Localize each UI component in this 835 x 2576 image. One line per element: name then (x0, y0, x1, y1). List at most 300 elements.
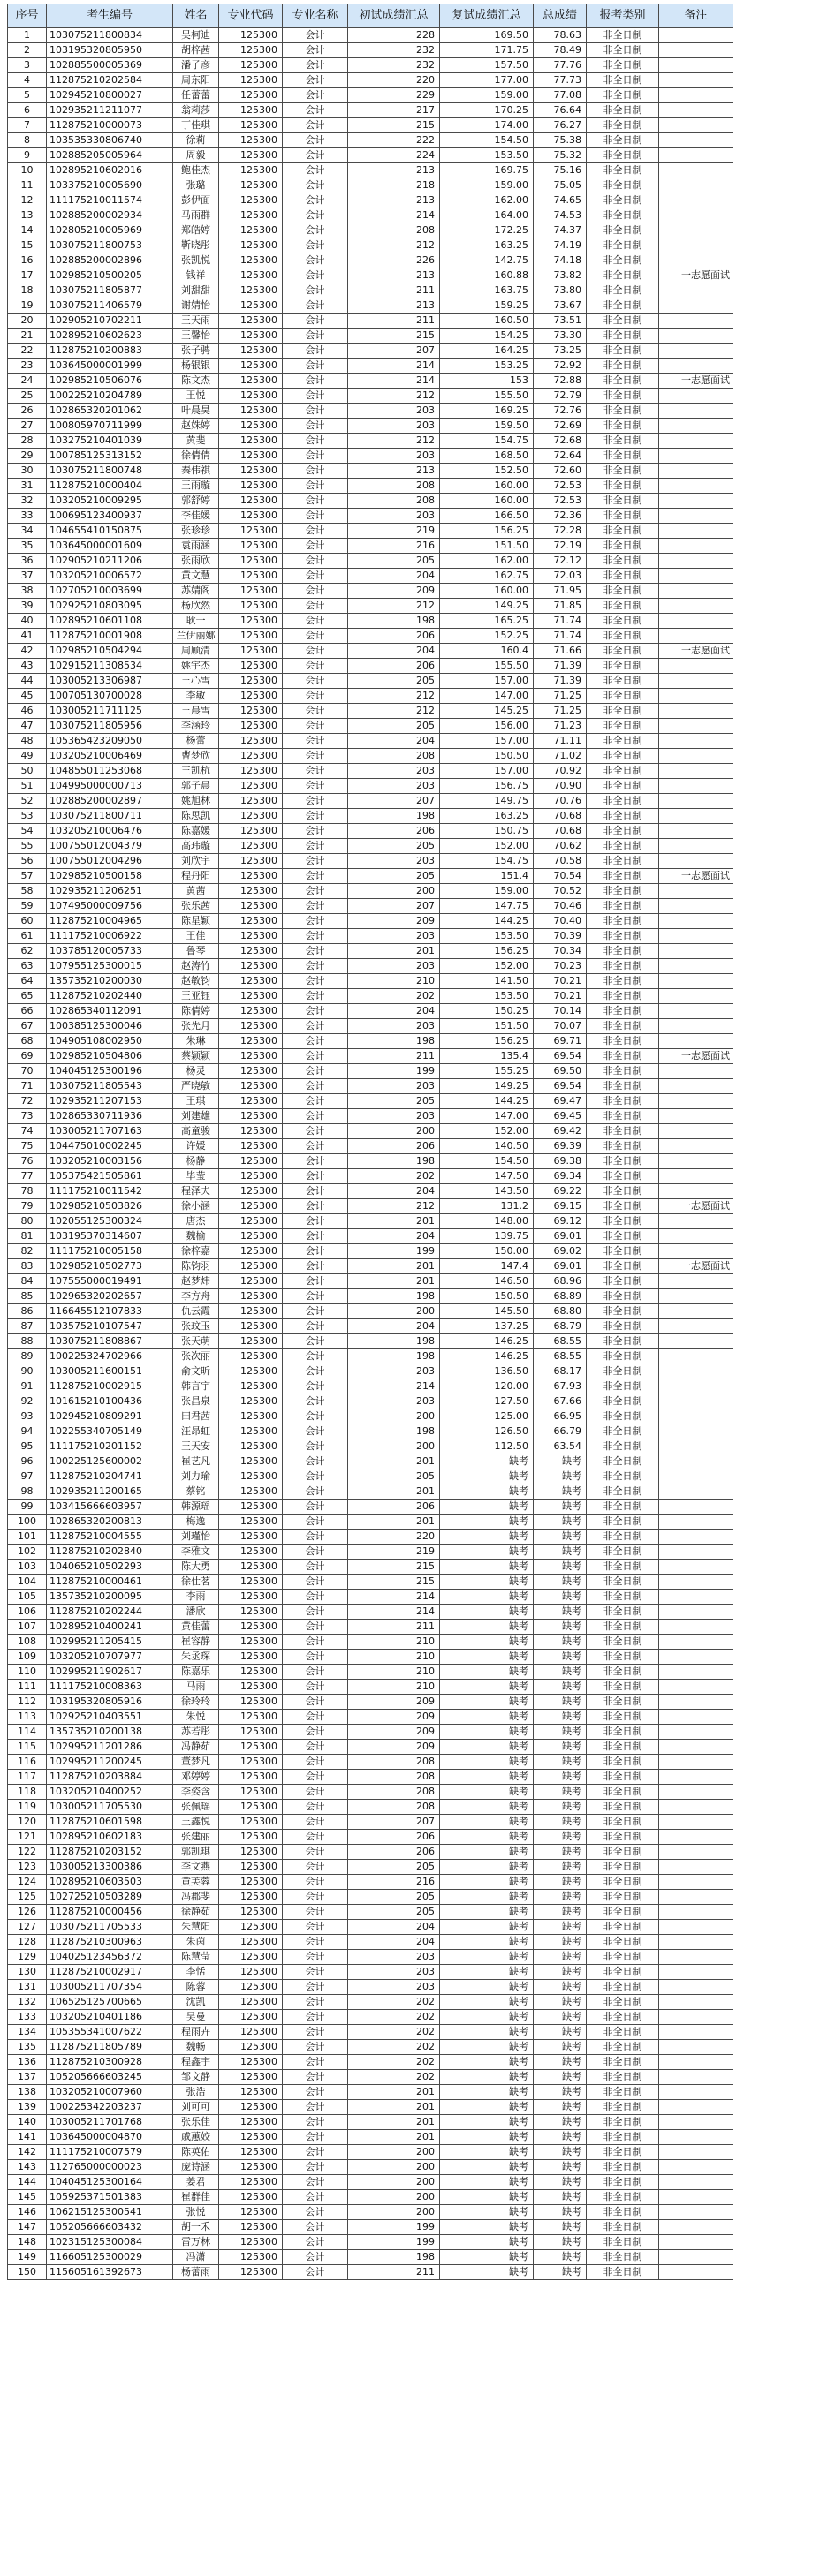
cell-exam-id: 102885205005964 (47, 148, 173, 163)
cell-apply-type: 非全日制 (587, 359, 659, 374)
cell-name: 杨银银 (173, 359, 219, 374)
cell-remarks (659, 1409, 733, 1424)
cell-remarks (659, 1079, 733, 1094)
cell-major-code: 125300 (219, 1424, 283, 1439)
cell-name: 王凯杭 (173, 764, 219, 779)
cell-retest-score: 159.25 (440, 298, 534, 314)
cell-apply-type: 非全日制 (587, 1334, 659, 1349)
cell-name: 严晓敏 (173, 1079, 219, 1094)
cell-major-code: 125300 (219, 1875, 283, 1890)
cell-major-code: 125300 (219, 178, 283, 193)
cell-initial-score: 201 (348, 1214, 440, 1229)
cell-major-code: 125300 (219, 1665, 283, 1680)
cell-name: 王馨怡 (173, 329, 219, 344)
table-row (8, 809, 733, 824)
cell-apply-type: 非全日制 (587, 208, 659, 223)
score-sheet (7, 4, 733, 2280)
cell-exam-id: 100805970711999 (47, 419, 173, 434)
cell-major-code: 125300 (219, 1019, 283, 1034)
cell-major-code: 125300 (219, 2130, 283, 2145)
cell-exam-id: 102925210403551 (47, 1710, 173, 1725)
cell-seq: 14 (8, 223, 47, 238)
cell-initial-score: 212 (348, 1199, 440, 1214)
cell-exam-id: 103205210003156 (47, 1154, 173, 1169)
cell-exam-id: 104025123456372 (47, 1950, 173, 1965)
table-row (8, 1274, 733, 1289)
cell-retest-score: 142.75 (440, 253, 534, 268)
cell-name: 苏若彤 (173, 1725, 219, 1740)
cell-major-name: 会计 (283, 404, 348, 419)
cell-name: 王天雨 (173, 314, 219, 329)
cell-exam-id: 102805210005969 (47, 223, 173, 238)
table-row (8, 1920, 733, 1935)
cell-major-code: 125300 (219, 1319, 283, 1334)
cell-apply-type: 非全日制 (587, 344, 659, 359)
cell-name: 高玮璇 (173, 839, 219, 854)
cell-apply-type: 非全日制 (587, 494, 659, 509)
cell-major-code: 125300 (219, 238, 283, 253)
cell-exam-id: 104475010002245 (47, 1139, 173, 1154)
cell-seq: 126 (8, 1905, 47, 1920)
table-row (8, 1665, 733, 1680)
cell-exam-id: 112875210202840 (47, 1545, 173, 1560)
cell-major-name: 会计 (283, 1980, 348, 1995)
cell-major-code: 125300 (219, 2010, 283, 2025)
table-row (8, 1815, 733, 1830)
cell-major-code: 125300 (219, 509, 283, 524)
table-row (8, 854, 733, 869)
cell-remarks (659, 419, 733, 434)
cell-major-name: 会计 (283, 1079, 348, 1094)
cell-apply-type: 非全日制 (587, 524, 659, 539)
table-row (8, 1394, 733, 1409)
cell-name: 郭舒婷 (173, 494, 219, 509)
table-row (8, 614, 733, 629)
cell-remarks (659, 298, 733, 314)
cell-seq: 63 (8, 959, 47, 974)
cell-initial-score: 209 (348, 1740, 440, 1755)
cell-remarks (659, 1875, 733, 1890)
cell-major-name: 会计 (283, 764, 348, 779)
cell-total-score: 缺考 (534, 1965, 587, 1980)
cell-major-name: 会计 (283, 839, 348, 854)
cell-retest-score: 缺考 (440, 2130, 534, 2145)
cell-total-score: 68.89 (534, 1289, 587, 1304)
cell-name: 冯郡斐 (173, 1890, 219, 1905)
cell-major-code: 125300 (219, 899, 283, 914)
cell-apply-type: 非全日制 (587, 1995, 659, 2010)
cell-seq: 48 (8, 734, 47, 749)
cell-remarks (659, 734, 733, 749)
cell-retest-score: 137.25 (440, 1319, 534, 1334)
cell-apply-type: 非全日制 (587, 118, 659, 133)
cell-seq: 116 (8, 1755, 47, 1770)
cell-retest-score: 缺考 (440, 1905, 534, 1920)
cell-remarks (659, 974, 733, 989)
cell-total-score: 70.40 (534, 914, 587, 929)
cell-apply-type: 非全日制 (587, 884, 659, 899)
cell-seq: 87 (8, 1319, 47, 1334)
cell-exam-id: 112765000000023 (47, 2160, 173, 2175)
cell-remarks (659, 464, 733, 479)
cell-name: 李恬 (173, 1965, 219, 1980)
cell-initial-score: 203 (348, 1109, 440, 1124)
cell-seq: 107 (8, 1620, 47, 1635)
cell-major-code: 125300 (219, 1469, 283, 1484)
cell-exam-id: 102935211211077 (47, 103, 173, 118)
cell-name: 崔艺凡 (173, 1454, 219, 1469)
cell-exam-id: 102965320202657 (47, 1289, 173, 1304)
cell-major-code: 125300 (219, 854, 283, 869)
table-row (8, 2070, 733, 2085)
cell-major-code: 125300 (219, 584, 283, 599)
cell-exam-id: 104045125300164 (47, 2175, 173, 2190)
cell-seq: 50 (8, 764, 47, 779)
cell-initial-score: 206 (348, 629, 440, 644)
cell-initial-score: 202 (348, 989, 440, 1004)
cell-major-code: 125300 (219, 1334, 283, 1349)
cell-major-name: 会计 (283, 2025, 348, 2040)
cell-name: 杨蕾雨 (173, 2265, 219, 2280)
cell-name: 刘可可 (173, 2100, 219, 2115)
cell-major-name: 会计 (283, 43, 348, 58)
cell-name: 李佳媛 (173, 509, 219, 524)
cell-retest-score: 136.50 (440, 1364, 534, 1379)
cell-seq: 96 (8, 1454, 47, 1469)
cell-exam-id: 100225210204789 (47, 389, 173, 404)
table-row (8, 2175, 733, 2190)
cell-exam-id: 103075211800748 (47, 464, 173, 479)
cell-total-score: 70.39 (534, 929, 587, 944)
cell-retest-score: 149.25 (440, 1079, 534, 1094)
cell-apply-type: 非全日制 (587, 704, 659, 719)
cell-retest-score: 146.50 (440, 1274, 534, 1289)
cell-major-name: 会计 (283, 2010, 348, 2025)
cell-seq: 95 (8, 1439, 47, 1454)
cell-remarks (659, 1905, 733, 1920)
cell-apply-type: 非全日制 (587, 314, 659, 329)
table-row (8, 539, 733, 554)
cell-total-score: 72.60 (534, 464, 587, 479)
cell-exam-id: 102725210503289 (47, 1890, 173, 1905)
cell-seq: 70 (8, 1064, 47, 1079)
cell-retest-score: 缺考 (440, 1935, 534, 1950)
cell-seq: 7 (8, 118, 47, 133)
cell-retest-score: 151.4 (440, 869, 534, 884)
cell-seq: 43 (8, 659, 47, 674)
cell-apply-type: 非全日制 (587, 614, 659, 629)
cell-major-code: 125300 (219, 1545, 283, 1560)
cell-major-name: 会计 (283, 1920, 348, 1935)
table-row (8, 2235, 733, 2250)
cell-major-code: 125300 (219, 1229, 283, 1244)
cell-major-name: 会计 (283, 1815, 348, 1830)
cell-major-code: 125300 (219, 1094, 283, 1109)
cell-remarks (659, 569, 733, 584)
cell-name: 张浩 (173, 2085, 219, 2100)
cell-initial-score: 212 (348, 434, 440, 449)
cell-total-score: 63.54 (534, 1439, 587, 1454)
cell-initial-score: 204 (348, 1920, 440, 1935)
cell-initial-score: 198 (348, 1034, 440, 1049)
cell-initial-score: 200 (348, 2175, 440, 2190)
cell-initial-score: 204 (348, 644, 440, 659)
cell-exam-id: 102985210504294 (47, 644, 173, 659)
cell-exam-id: 105205666603432 (47, 2220, 173, 2235)
cell-apply-type: 非全日制 (587, 1755, 659, 1770)
cell-retest-score: 156.25 (440, 524, 534, 539)
cell-major-name: 会计 (283, 268, 348, 283)
cell-initial-score: 209 (348, 1695, 440, 1710)
cell-name: 杨灵 (173, 1064, 219, 1079)
cell-retest-score: 缺考 (440, 1515, 534, 1530)
cell-name: 徐梓嘉 (173, 1244, 219, 1259)
cell-initial-score: 215 (348, 329, 440, 344)
cell-apply-type: 非全日制 (587, 1830, 659, 1845)
cell-retest-score: 155.50 (440, 659, 534, 674)
cell-retest-score: 135.4 (440, 1049, 534, 1064)
cell-initial-score: 200 (348, 1439, 440, 1454)
cell-seq: 80 (8, 1214, 47, 1229)
cell-remarks (659, 1184, 733, 1199)
cell-exam-id: 103005213300386 (47, 1860, 173, 1875)
cell-total-score: 76.64 (534, 103, 587, 118)
cell-total-score: 74.65 (534, 193, 587, 208)
cell-exam-id: 102865320201062 (47, 404, 173, 419)
cell-major-code: 125300 (219, 283, 283, 298)
cell-major-code: 125300 (219, 1620, 283, 1635)
cell-remarks (659, 1394, 733, 1409)
cell-exam-id: 111175210008363 (47, 1680, 173, 1695)
cell-major-name: 会计 (283, 2220, 348, 2235)
cell-major-name: 会计 (283, 1875, 348, 1890)
cell-major-name: 会计 (283, 824, 348, 839)
cell-major-code: 125300 (219, 1845, 283, 1860)
cell-initial-score: 198 (348, 1154, 440, 1169)
table-row (8, 884, 733, 899)
table-row (8, 1530, 733, 1545)
cell-apply-type: 非全日制 (587, 1139, 659, 1154)
cell-name: 邹文静 (173, 2070, 219, 2085)
cell-initial-score: 202 (348, 1169, 440, 1184)
cell-retest-score: 缺考 (440, 2160, 534, 2175)
cell-remarks (659, 1364, 733, 1379)
cell-retest-score: 159.00 (440, 884, 534, 899)
table-row (8, 163, 733, 178)
cell-major-code: 125300 (219, 494, 283, 509)
cell-major-name: 会计 (283, 1244, 348, 1259)
cell-apply-type: 非全日制 (587, 1364, 659, 1379)
cell-initial-score: 202 (348, 1995, 440, 2010)
cell-retest-score: 缺考 (440, 1995, 534, 2010)
cell-total-score: 缺考 (534, 2145, 587, 2160)
cell-seq: 82 (8, 1244, 47, 1259)
cell-apply-type: 非全日制 (587, 43, 659, 58)
cell-exam-id: 102915211308534 (47, 659, 173, 674)
cell-exam-id: 102895210603503 (47, 1875, 173, 1890)
cell-major-code: 125300 (219, 1935, 283, 1950)
cell-total-score: 缺考 (534, 1575, 587, 1590)
cell-total-score: 缺考 (534, 1469, 587, 1484)
cell-total-score: 76.27 (534, 118, 587, 133)
cell-total-score: 74.19 (534, 238, 587, 253)
cell-name: 沈凯 (173, 1995, 219, 2010)
cell-retest-score: 缺考 (440, 2265, 534, 2280)
cell-total-score: 缺考 (534, 1890, 587, 1905)
cell-apply-type: 非全日制 (587, 1920, 659, 1935)
cell-initial-score: 201 (348, 2130, 440, 2145)
cell-seq: 113 (8, 1710, 47, 1725)
cell-major-name: 会计 (283, 193, 348, 208)
cell-exam-id: 135735210200030 (47, 974, 173, 989)
cell-name: 梅逸 (173, 1515, 219, 1530)
cell-apply-type: 非全日制 (587, 2055, 659, 2070)
cell-apply-type: 非全日制 (587, 1244, 659, 1259)
cell-major-code: 125300 (219, 1349, 283, 1364)
cell-major-code: 125300 (219, 1815, 283, 1830)
cell-major-name: 会计 (283, 1710, 348, 1725)
cell-total-score: 68.55 (534, 1334, 587, 1349)
cell-retest-score: 153.25 (440, 359, 534, 374)
cell-major-code: 125300 (219, 989, 283, 1004)
cell-major-name: 会计 (283, 148, 348, 163)
cell-major-name: 会计 (283, 1004, 348, 1019)
cell-initial-score: 205 (348, 1890, 440, 1905)
cell-name: 俞文昕 (173, 1364, 219, 1379)
cell-total-score: 71.39 (534, 674, 587, 689)
cell-retest-score: 缺考 (440, 1725, 534, 1740)
cell-retest-score: 缺考 (440, 2175, 534, 2190)
cell-major-code: 125300 (219, 1079, 283, 1094)
cell-apply-type: 非全日制 (587, 1004, 659, 1019)
cell-major-code: 125300 (219, 1500, 283, 1515)
cell-total-score: 缺考 (534, 2205, 587, 2220)
cell-major-name: 会计 (283, 1439, 348, 1454)
cell-exam-id: 102255340705149 (47, 1424, 173, 1439)
cell-exam-id: 112875210000073 (47, 118, 173, 133)
cell-initial-score: 220 (348, 73, 440, 88)
cell-apply-type: 非全日制 (587, 268, 659, 283)
cell-retest-score: 151.50 (440, 1019, 534, 1034)
cell-retest-score: 166.50 (440, 509, 534, 524)
cell-retest-score: 缺考 (440, 1710, 534, 1725)
cell-major-code: 125300 (219, 1905, 283, 1920)
cell-retest-score: 139.75 (440, 1229, 534, 1244)
cell-remarks (659, 73, 733, 88)
cell-initial-score: 206 (348, 1500, 440, 1515)
cell-total-score: 78.63 (534, 28, 587, 43)
cell-major-name: 会计 (283, 1740, 348, 1755)
cell-name: 曹梦欣 (173, 749, 219, 764)
cell-major-code: 125300 (219, 944, 283, 959)
cell-total-score: 77.76 (534, 58, 587, 73)
cell-seq: 122 (8, 1845, 47, 1860)
cell-major-code: 125300 (219, 1379, 283, 1394)
cell-total-score: 69.71 (534, 1034, 587, 1049)
table-row (8, 208, 733, 223)
cell-major-code: 125300 (219, 1605, 283, 1620)
cell-remarks (659, 163, 733, 178)
cell-apply-type: 非全日制 (587, 2010, 659, 2025)
cell-seq: 121 (8, 1830, 47, 1845)
cell-seq: 103 (8, 1560, 47, 1575)
cell-major-name: 会计 (283, 1304, 348, 1319)
cell-apply-type: 非全日制 (587, 539, 659, 554)
cell-exam-id: 102905210702211 (47, 314, 173, 329)
cell-initial-score: 214 (348, 1590, 440, 1605)
cell-retest-score: 缺考 (440, 1965, 534, 1980)
cell-seq: 3 (8, 58, 47, 73)
table-row (8, 869, 733, 884)
cell-seq: 84 (8, 1274, 47, 1289)
cell-name: 朱悦 (173, 1710, 219, 1725)
results-table (7, 4, 733, 2280)
table-row (8, 434, 733, 449)
cell-major-name: 会计 (283, 1349, 348, 1364)
table-row (8, 1635, 733, 1650)
cell-apply-type: 非全日制 (587, 1304, 659, 1319)
cell-seq: 66 (8, 1004, 47, 1019)
cell-apply-type: 非全日制 (587, 2190, 659, 2205)
table-row (8, 1184, 733, 1199)
cell-major-name: 会计 (283, 314, 348, 329)
cell-seq: 141 (8, 2130, 47, 2145)
cell-name: 黄芙蓉 (173, 1875, 219, 1890)
header-retest-score: 复试成绩汇总 (440, 4, 534, 28)
cell-apply-type: 非全日制 (587, 1019, 659, 1034)
table-row (8, 1364, 733, 1379)
cell-total-score: 70.07 (534, 1019, 587, 1034)
table-row (8, 2115, 733, 2130)
cell-remarks (659, 283, 733, 298)
cell-apply-type: 非全日制 (587, 1515, 659, 1530)
cell-major-code: 125300 (219, 1484, 283, 1500)
cell-retest-score: 147.00 (440, 1109, 534, 1124)
cell-retest-score: 缺考 (440, 1665, 534, 1680)
cell-total-score: 68.96 (534, 1274, 587, 1289)
cell-major-code: 125300 (219, 779, 283, 794)
cell-major-code: 125300 (219, 1289, 283, 1304)
table-row (8, 58, 733, 73)
cell-name: 朱茵 (173, 1935, 219, 1950)
cell-retest-score: 174.00 (440, 118, 534, 133)
table-row (8, 899, 733, 914)
cell-apply-type: 非全日制 (587, 133, 659, 148)
cell-apply-type: 非全日制 (587, 389, 659, 404)
cell-major-name: 会计 (283, 253, 348, 268)
cell-seq: 18 (8, 283, 47, 298)
cell-apply-type: 非全日制 (587, 2040, 659, 2055)
cell-seq: 74 (8, 1124, 47, 1139)
cell-apply-type: 非全日制 (587, 974, 659, 989)
cell-name: 陈大勇 (173, 1560, 219, 1575)
cell-name: 王雨璇 (173, 479, 219, 494)
cell-major-code: 125300 (219, 118, 283, 133)
cell-remarks (659, 2085, 733, 2100)
cell-total-score: 73.30 (534, 329, 587, 344)
cell-apply-type: 非全日制 (587, 1800, 659, 1815)
cell-major-name: 会计 (283, 1109, 348, 1124)
table-row (8, 929, 733, 944)
cell-apply-type: 非全日制 (587, 1259, 659, 1274)
cell-total-score: 77.73 (534, 73, 587, 88)
cell-initial-score: 206 (348, 1830, 440, 1845)
cell-exam-id: 102995211205415 (47, 1635, 173, 1650)
table-row (8, 1725, 733, 1740)
cell-retest-score: 152.25 (440, 629, 534, 644)
cell-initial-score: 204 (348, 569, 440, 584)
cell-major-code: 125300 (219, 2100, 283, 2115)
